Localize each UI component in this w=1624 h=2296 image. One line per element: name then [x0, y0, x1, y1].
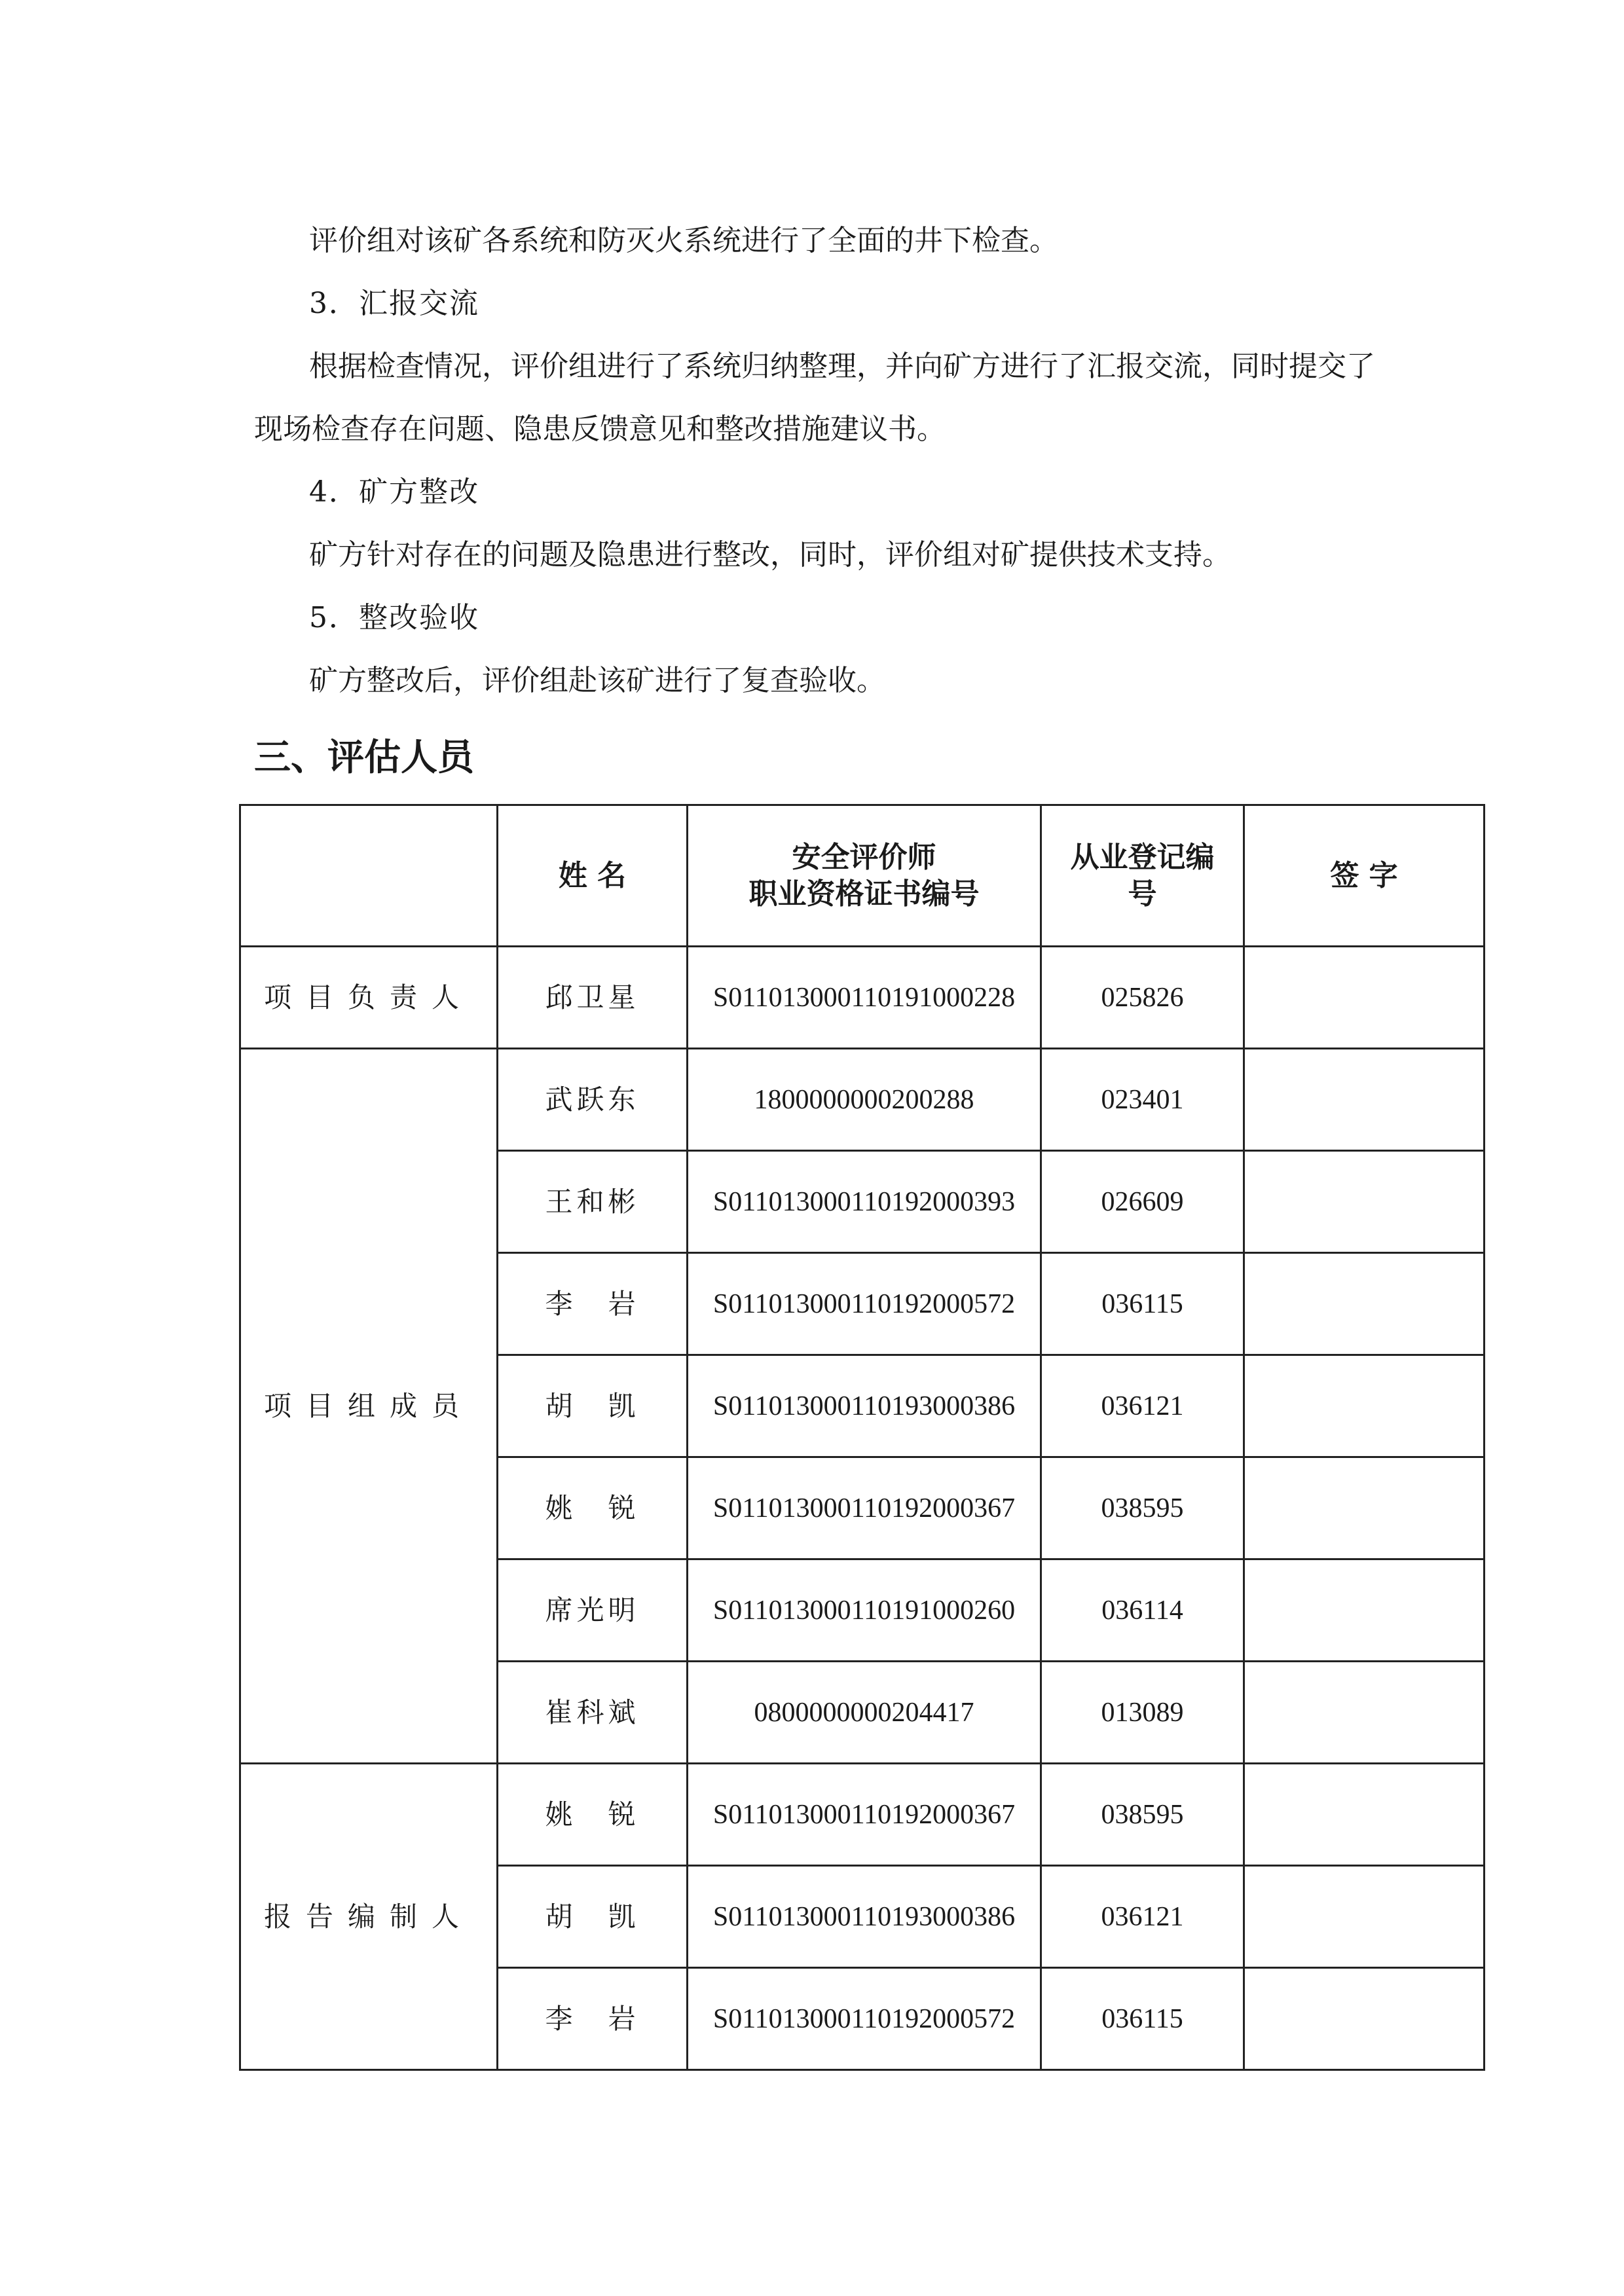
- signature-cell: [1244, 947, 1485, 1049]
- person-name: 李 岩: [498, 1968, 688, 2070]
- signature-cell: [1244, 1866, 1485, 1968]
- signature-cell: [1244, 1151, 1485, 1253]
- person-name: 武跃东: [498, 1049, 688, 1151]
- signature-cell: [1244, 1253, 1485, 1355]
- registration-number: 038595: [1041, 1457, 1244, 1559]
- registration-number: 036121: [1041, 1355, 1244, 1457]
- registration-number: 025826: [1041, 947, 1244, 1049]
- header-certificate-line1: 安全评价师: [792, 840, 936, 874]
- table-row: [240, 1764, 1485, 1866]
- certificate-number: S011013000110192000367: [688, 1457, 1041, 1559]
- header-role-cell: [240, 805, 498, 947]
- certificate-number: S011013000110191000260: [688, 1559, 1041, 1662]
- registration-number: 023401: [1041, 1049, 1244, 1151]
- role-report-authors: 报告编制人: [240, 1764, 498, 2070]
- table-header-row: [240, 805, 1485, 947]
- header-name: 姓 名: [498, 805, 688, 947]
- header-registration-line2: 号: [1128, 877, 1157, 911]
- certificate-number: S011013000110192000572: [688, 1253, 1041, 1355]
- paragraph-mine-rectification: 矿方针对存在的问题及隐患进行整改，同时，评价组对矿提供技术支持。: [309, 538, 1231, 572]
- subheading-mine-rectification: 4．矿方整改: [309, 475, 479, 509]
- certificate-number: S011013000110192000393: [688, 1151, 1041, 1253]
- role-project-members: 项目组成员: [240, 1049, 498, 1764]
- table-row: [240, 1049, 1485, 1151]
- certificate-number: 1800000000200288: [688, 1049, 1041, 1151]
- registration-number: 036114: [1041, 1559, 1244, 1662]
- subheading-rectification-acceptance: 5．整改验收: [309, 601, 479, 634]
- person-name: 邱卫星: [498, 947, 688, 1049]
- signature-cell: [1244, 1662, 1485, 1764]
- registration-number: 036115: [1041, 1968, 1244, 2070]
- registration-number: 013089: [1041, 1662, 1244, 1764]
- certificate-number: S011013000110192000367: [688, 1764, 1041, 1866]
- certificate-number: 0800000000204417: [688, 1662, 1041, 1764]
- paragraph-rectification-acceptance: 矿方整改后，评价组赴该矿进行了复查验收。: [309, 664, 885, 697]
- registration-number: 036121: [1041, 1866, 1244, 1968]
- person-name: 崔科斌: [498, 1662, 688, 1764]
- table-row: [240, 947, 1485, 1049]
- signature-cell: [1244, 1049, 1485, 1151]
- paragraph-underground-inspection: 评价组对该矿各系统和防灭火系统进行了全面的井下检查。: [309, 224, 1058, 257]
- header-certificate-line2: 职业资格证书编号: [748, 877, 980, 911]
- certificate-number: S011013000110192000572: [688, 1968, 1041, 2070]
- registration-number: 026609: [1041, 1151, 1244, 1253]
- registration-number: 038595: [1041, 1764, 1244, 1866]
- certificate-number: S011013000110191000228: [688, 947, 1041, 1049]
- person-name: 姚 锐: [498, 1764, 688, 1866]
- person-name: 姚 锐: [498, 1457, 688, 1559]
- certificate-number: S011013000110193000386: [688, 1866, 1041, 1968]
- section-title-evaluators: 三、评估人员: [254, 737, 474, 779]
- registration-number: 036115: [1041, 1253, 1244, 1355]
- person-name: 王和彬: [498, 1151, 688, 1253]
- certificate-number: S011013000110193000386: [688, 1355, 1041, 1457]
- signature-cell: [1244, 1559, 1485, 1662]
- header-registration-line1: 从业登记编: [1070, 840, 1215, 874]
- header-registration: [1041, 805, 1244, 947]
- signature-cell: [1244, 1457, 1485, 1559]
- header-signature: 签 字: [1244, 805, 1485, 947]
- header-certificate: [688, 805, 1041, 947]
- paragraph-report-exchange: 根据检查情况，评价组进行了系统归纳整理，并向矿方进行了汇报交流，同时提交了现场检查存在问题、隐患反馈意见和整改措施建议书。: [254, 350, 1375, 446]
- person-name: 胡 凯: [498, 1355, 688, 1457]
- subheading-report-exchange: 3．汇报交流: [309, 287, 479, 320]
- signature-cell: [1244, 1764, 1485, 1866]
- person-name: 李 岩: [498, 1253, 688, 1355]
- signature-cell: [1244, 1968, 1485, 2070]
- person-name: 胡 凯: [498, 1866, 688, 1968]
- person-name: 席光明: [498, 1559, 688, 1662]
- signature-cell: [1244, 1355, 1485, 1457]
- evaluators-table: [239, 804, 1485, 2071]
- role-project-leader: 项目负责人: [240, 947, 498, 1049]
